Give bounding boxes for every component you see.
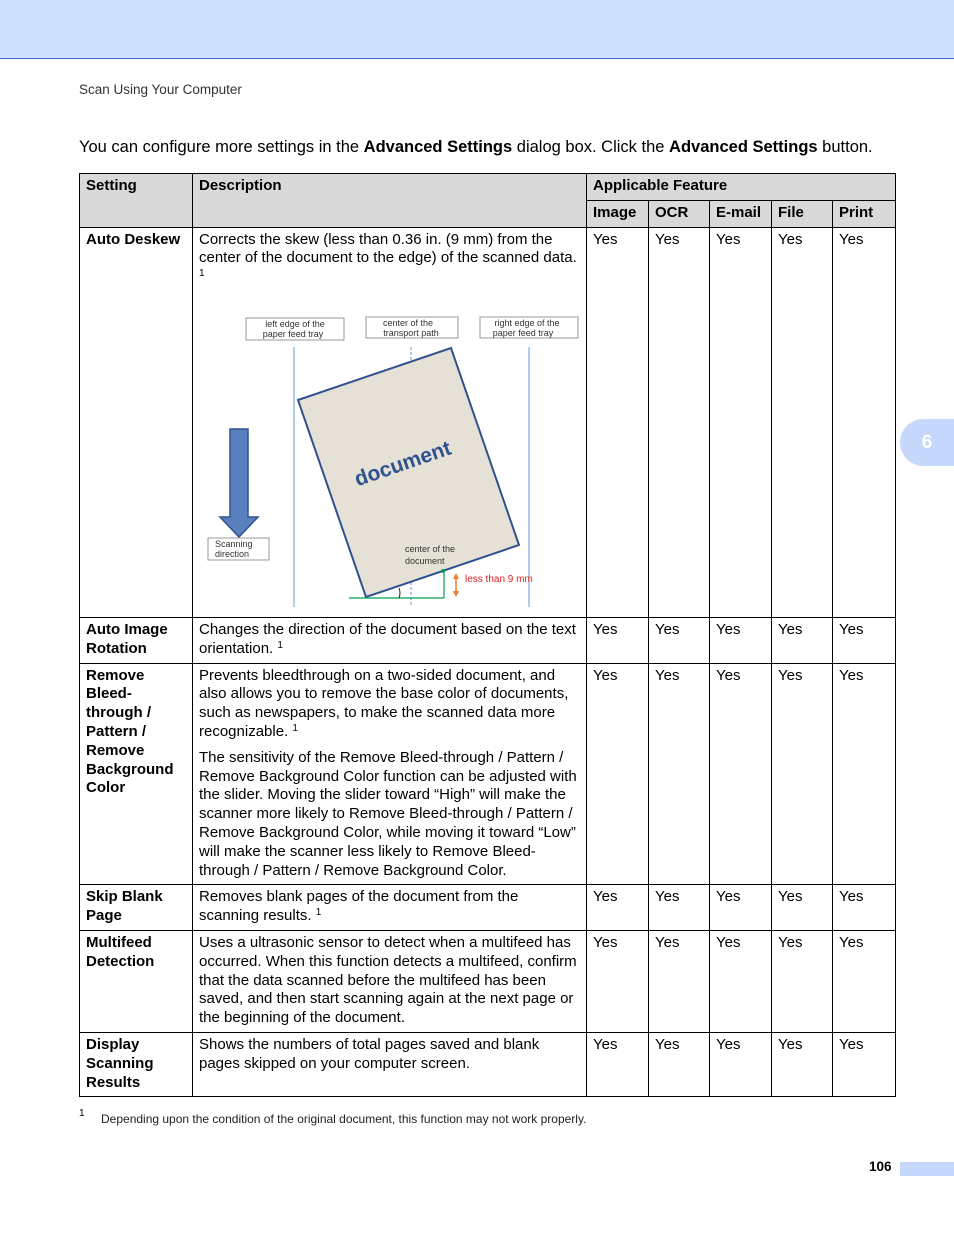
description-cell	[193, 663, 587, 885]
setting-name: Auto Deskew	[80, 227, 193, 617]
feature-value-email: Yes	[710, 617, 772, 663]
header-setting: Setting	[80, 174, 193, 228]
top-header-band	[0, 0, 954, 59]
less-than-label: less than 9 mm	[465, 573, 533, 585]
center-document-label-line2: document	[405, 555, 445, 566]
description-text: Prevents bleedthrough on a two-sided document, and also allows you to remove the base color of documents, such as newspapers, to make the scanned data more recognizable.	[199, 666, 569, 740]
feature-value-print: Yes	[833, 885, 896, 931]
description-text-sensitivity: The sensitivity of the Remove Bleed-through / Pattern / Remove Background Color function can be adjusted with the slider. Moving the slider toward “High” will make the scanner more likely to Remove Bleed-through / Pattern / Remove Background Color, while moving it toward “Low” will make the scanner less likely to Remove Bleed-through / Pattern / Remove Background Color.	[199, 748, 577, 879]
feature-value-image: Yes	[587, 885, 649, 931]
deskew-diagram	[193, 295, 587, 613]
description-cell: Uses a ultrasonic sensor to detect when a multifeed has occurred. When this function detects a multifeed, confirm that the data scanned before the multifeed has been saved, and then start scanning again at the next page or the beginning of the document.	[193, 930, 587, 1032]
scanning-direction-label-line1: Scanning	[215, 538, 253, 549]
header-image: Image	[587, 200, 649, 227]
feature-value-email: Yes	[710, 663, 772, 885]
center-path-label-line1: center of the	[382, 317, 434, 328]
header-applicable-feature: Applicable Feature	[587, 174, 896, 201]
intro-paragraph	[79, 138, 909, 157]
table-row	[80, 1032, 896, 1096]
feature-value-image: Yes	[587, 930, 649, 1032]
header-email: E-mail	[710, 200, 772, 227]
feature-value-ocr: Yes	[649, 663, 710, 885]
feature-value-print: Yes	[833, 663, 896, 885]
setting-name: Display Scanning Results	[80, 1032, 193, 1096]
feature-value-print: Yes	[833, 930, 896, 1032]
feature-value-image: Yes	[587, 617, 649, 663]
setting-name: Skip Blank Page	[80, 885, 193, 931]
feature-value-image: Yes	[587, 1032, 649, 1096]
header-ocr: OCR	[649, 200, 710, 227]
feature-value-email: Yes	[710, 227, 772, 617]
header-description: Description	[193, 174, 587, 228]
footnote-text: Depending upon the condition of the original document, this function may not work properly.	[101, 1112, 587, 1126]
feature-value-file: Yes	[772, 663, 833, 885]
feature-value-email: Yes	[710, 885, 772, 931]
right-edge-label-line2: paper feed tray	[492, 327, 554, 338]
intro-bold-advanced-settings: Advanced Settings	[363, 138, 513, 156]
description-cell: Shows the numbers of total pages saved and blank pages skipped on your computer screen.	[193, 1032, 587, 1096]
description-text: Corrects the skew (less than 0.36 in. (9 mm) from the center of the document to the edge) of the scanned data.	[199, 230, 577, 267]
center-path-label-line2: transport path	[383, 327, 439, 338]
feature-value-print: Yes	[833, 227, 896, 617]
table-row	[80, 885, 896, 931]
feature-value-image: Yes	[587, 663, 649, 885]
intro-text: You can configure more settings in the	[79, 138, 364, 156]
feature-value-print: Yes	[833, 617, 896, 663]
feature-value-ocr: Yes	[649, 227, 710, 617]
feature-value-file: Yes	[772, 885, 833, 931]
feature-value-file: Yes	[772, 1032, 833, 1096]
footnote-ref: 1	[315, 907, 322, 919]
footnote-marker: 1	[79, 1108, 85, 1119]
document-label: document	[351, 436, 455, 492]
feature-value-file: Yes	[772, 617, 833, 663]
feature-value-email: Yes	[710, 930, 772, 1032]
section-title: Scan Using Your Computer	[79, 82, 242, 97]
page-number: 106	[869, 1159, 892, 1174]
setting-name: Auto Image Rotation	[80, 617, 193, 663]
scanning-direction-label-line2: direction	[215, 548, 250, 559]
orange-arrowhead-up	[453, 573, 459, 579]
footnote-ref: 1	[277, 639, 283, 651]
orange-arrowhead-down	[453, 591, 459, 597]
intro-text: dialog box. Click the	[512, 138, 670, 156]
feature-value-file: Yes	[772, 227, 833, 617]
feature-value-ocr: Yes	[649, 930, 710, 1032]
description-text: Removes blank pages of the document from the scanning results.	[199, 888, 519, 925]
feature-value-image: Yes	[587, 227, 649, 617]
scanning-direction-arrow	[220, 429, 258, 537]
footnote-ref: 1	[199, 268, 205, 280]
header-file: File	[772, 200, 833, 227]
feature-value-print: Yes	[833, 1032, 896, 1096]
footnote-ref: 1	[292, 722, 298, 734]
intro-bold-advanced-settings-button: Advanced Settings	[669, 138, 818, 156]
header-print: Print	[833, 200, 896, 227]
feature-value-email: Yes	[710, 1032, 772, 1096]
table-row	[80, 617, 896, 663]
feature-value-ocr: Yes	[649, 885, 710, 931]
feature-value-file: Yes	[772, 930, 833, 1032]
feature-value-ocr: Yes	[649, 617, 710, 663]
description-text: Changes the direction of the document based on the text orientation.	[199, 620, 576, 657]
description-cell	[193, 885, 587, 931]
settings-table	[79, 173, 896, 1097]
description-cell	[193, 227, 587, 617]
intro-text: button.	[817, 138, 873, 156]
left-edge-label-line2: paper feed tray	[262, 328, 324, 339]
right-edge-label-line1: right edge of the	[494, 317, 560, 328]
bottom-page-band	[900, 1162, 954, 1176]
table-row	[80, 663, 896, 885]
description-cell	[193, 617, 587, 663]
setting-name: Remove Bleed-through / Pattern / Remove Background Color	[80, 663, 193, 885]
skew-angle-arc	[399, 588, 400, 598]
table-row	[80, 930, 896, 1032]
feature-value-ocr: Yes	[649, 1032, 710, 1096]
setting-name: Multifeed Detection	[80, 930, 193, 1032]
center-point	[441, 569, 445, 573]
center-document-label-line1: center of the	[405, 543, 456, 554]
chapter-tab: 6	[900, 419, 954, 466]
table-row	[80, 227, 896, 617]
left-edge-label-line1: left edge of the	[265, 318, 325, 329]
